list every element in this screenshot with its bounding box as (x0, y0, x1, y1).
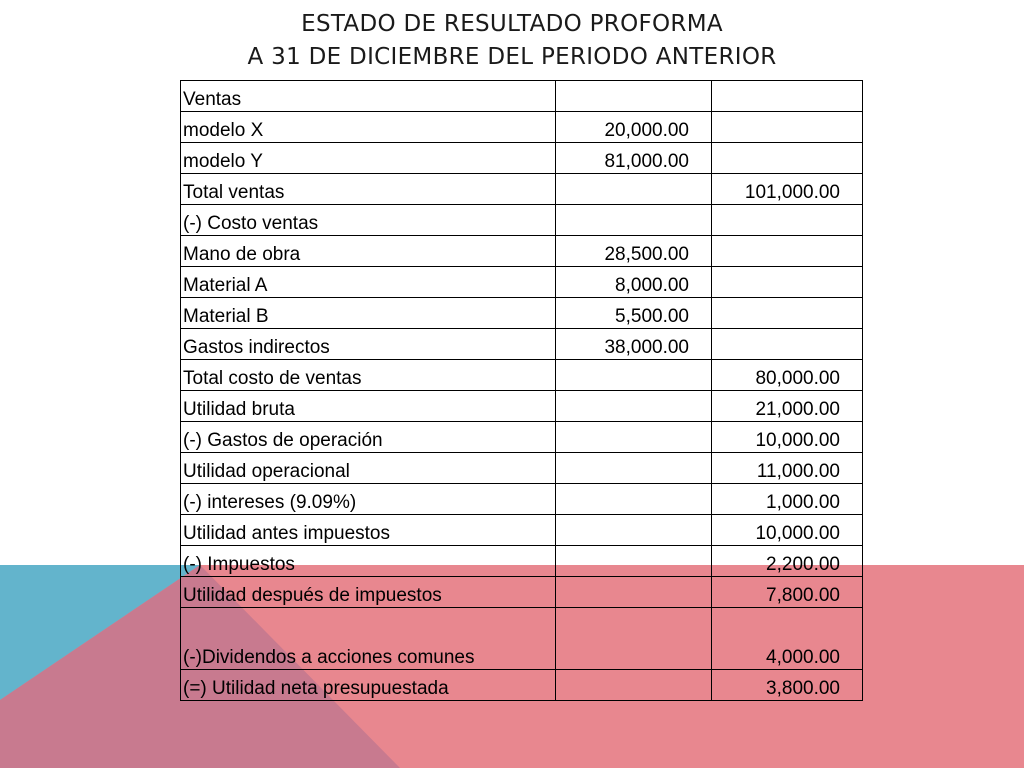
row-label: (-)Dividendos a acciones comunes (181, 608, 556, 670)
table-row (181, 422, 863, 453)
total-amount: 11,000.00 (712, 453, 863, 484)
row-label: modelo Y (181, 143, 556, 174)
row-label: Total ventas (181, 174, 556, 205)
title-line-1: ESTADO DE RESULTADO PROFORMA (301, 11, 723, 37)
row-label: Utilidad operacional (181, 453, 556, 484)
row-label: (-) Gastos de operación (181, 422, 556, 453)
total-amount: 1,000.00 (712, 484, 863, 515)
table-row (181, 453, 863, 484)
table-row (181, 143, 863, 174)
partial-amount (556, 546, 712, 577)
row-label: (-) intereses (9.09%) (181, 484, 556, 515)
total-amount (712, 143, 863, 174)
row-label: Mano de obra (181, 236, 556, 267)
page-title (0, 8, 1024, 74)
total-amount: 80,000.00 (712, 360, 863, 391)
row-label: modelo X (181, 112, 556, 143)
total-amount (712, 81, 863, 112)
total-amount (712, 205, 863, 236)
table-row (181, 515, 863, 546)
row-label: Utilidad después de impuestos (181, 577, 556, 608)
partial-amount: 20,000.00 (556, 112, 712, 143)
total-amount: 7,800.00 (712, 577, 863, 608)
partial-amount (556, 422, 712, 453)
table-row (181, 670, 863, 701)
row-label: (-) Impuestos (181, 546, 556, 577)
row-label: Material B (181, 298, 556, 329)
partial-amount (556, 577, 712, 608)
row-label: Ventas (181, 81, 556, 112)
partial-amount: 5,500.00 (556, 298, 712, 329)
income-statement-table (180, 80, 863, 701)
partial-amount (556, 515, 712, 546)
partial-amount (556, 81, 712, 112)
row-label: Utilidad bruta (181, 391, 556, 422)
row-label: Utilidad antes impuestos (181, 515, 556, 546)
partial-amount (556, 205, 712, 236)
table-row (181, 608, 863, 670)
table-row (181, 174, 863, 205)
total-amount (712, 329, 863, 360)
row-label: (-) Costo ventas (181, 205, 556, 236)
row-label: (=) Utilidad neta presupuestada (181, 670, 556, 701)
partial-amount (556, 453, 712, 484)
total-amount: 10,000.00 (712, 422, 863, 453)
table-row (181, 329, 863, 360)
table-row (181, 267, 863, 298)
total-amount (712, 236, 863, 267)
table-row (181, 112, 863, 143)
total-amount (712, 112, 863, 143)
table-row (181, 577, 863, 608)
table-row (181, 236, 863, 267)
partial-amount: 8,000.00 (556, 267, 712, 298)
partial-amount: 28,500.00 (556, 236, 712, 267)
total-amount: 21,000.00 (712, 391, 863, 422)
table-row (181, 205, 863, 236)
table-row (181, 298, 863, 329)
partial-amount (556, 174, 712, 205)
total-amount (712, 298, 863, 329)
row-label: Gastos indirectos (181, 329, 556, 360)
row-label: Material A (181, 267, 556, 298)
partial-amount (556, 360, 712, 391)
partial-amount (556, 484, 712, 515)
total-amount: 10,000.00 (712, 515, 863, 546)
table-row (181, 484, 863, 515)
partial-amount (556, 670, 712, 701)
total-amount: 3,800.00 (712, 670, 863, 701)
total-amount: 2,200.00 (712, 546, 863, 577)
partial-amount: 38,000.00 (556, 329, 712, 360)
total-amount: 4,000.00 (712, 608, 863, 670)
table-row (181, 81, 863, 112)
title-line-2: A 31 DE DICIEMBRE DEL PERIODO ANTERIOR (247, 44, 777, 70)
total-amount: 101,000.00 (712, 174, 863, 205)
partial-amount (556, 608, 712, 670)
total-amount (712, 267, 863, 298)
row-label: Total costo de ventas (181, 360, 556, 391)
table-row (181, 360, 863, 391)
partial-amount (556, 391, 712, 422)
table-row (181, 391, 863, 422)
partial-amount: 81,000.00 (556, 143, 712, 174)
table-row (181, 546, 863, 577)
